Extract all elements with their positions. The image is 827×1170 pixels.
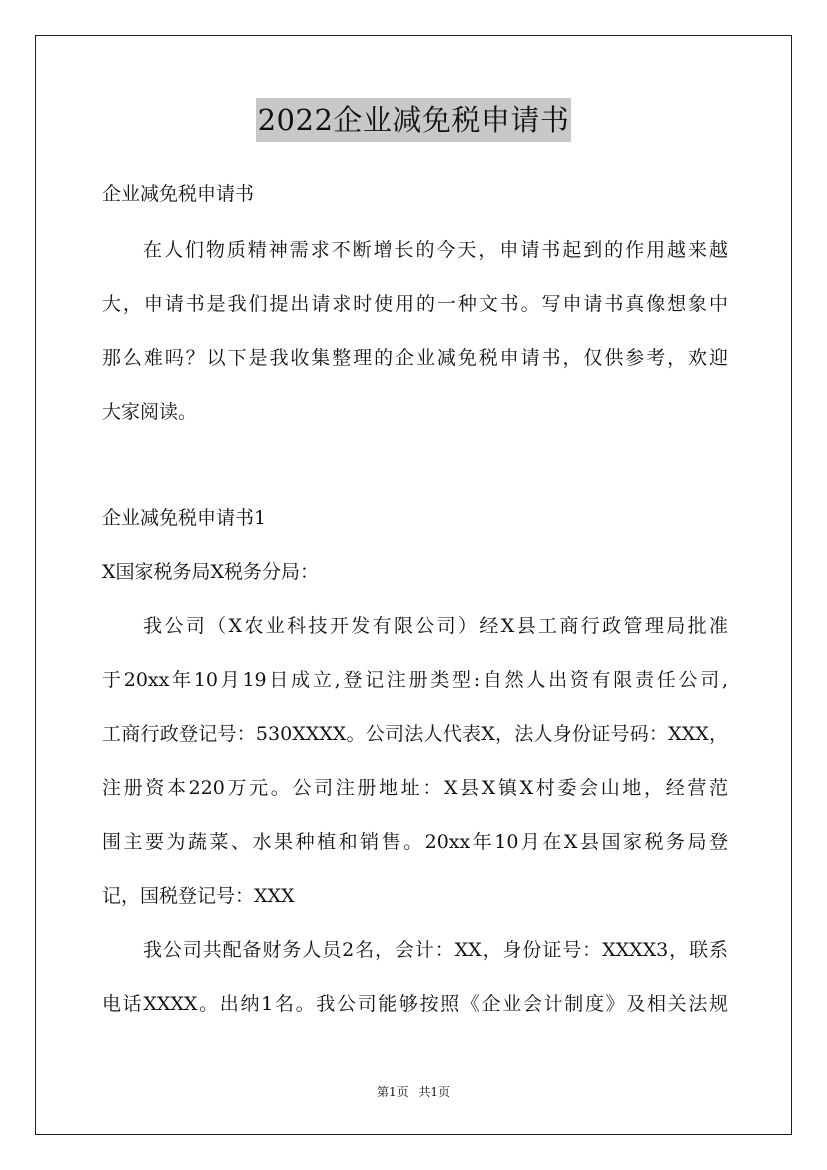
total-pages: 共1页	[418, 1085, 451, 1099]
page-footer	[0, 1082, 827, 1102]
paragraph1-line-4: 注册资本220万元。公司注册地址：X县X镇X村委会山地，经营范	[102, 777, 728, 799]
page-number: 第1页	[376, 1085, 409, 1099]
paragraph2-line-1: 我公司共配备财务人员2名，会计：XX，身份证号：XXXX3，联系	[143, 939, 728, 961]
intro-line-3: 那么难吗？以下是我收集整理的企业减免税申请书，仅供参考，欢迎	[102, 347, 728, 369]
title-container	[0, 98, 827, 142]
paragraph1-line-5: 围主要为蔬菜、水果种植和销售。20xx年10月在X县国家税务局登	[102, 831, 728, 853]
section-heading: 企业减免税申请书1	[102, 507, 267, 529]
recipient-line: X国家税务局X税务分局：	[102, 561, 320, 583]
paragraph1-line-1: 我公司（X农业科技开发有限公司）经X县工商行政管理局批准	[143, 615, 728, 637]
document-title: 2022企业减免税申请书	[256, 98, 572, 142]
intro-line-1: 在人们物质精神需求不断增长的今天，申请书起到的作用越来越	[143, 239, 728, 261]
paragraph1-line-6: 记，国税登记号：XXX	[102, 885, 295, 907]
intro-line-2: 大，申请书是我们提出请求时使用的一种文书。写申请书真像想象中	[102, 293, 728, 315]
paragraph2-line-2: 电话XXXX。出纳1名。我公司能够按照《企业会计制度》及相关法规	[102, 993, 728, 1015]
intro-line-4: 大家阅读。	[102, 401, 198, 423]
paragraph1-line-3: 工商行政登记号：530XXXX。公司法人代表X，法人身份证号码：XXX，	[102, 723, 728, 745]
paragraph1-line-2: 于20xx年10月19日成立,登记注册类型:自然人出资有限责任公司,	[102, 669, 728, 691]
document-body	[102, 178, 728, 1020]
document-heading: 企业减免税申请书	[102, 183, 255, 205]
